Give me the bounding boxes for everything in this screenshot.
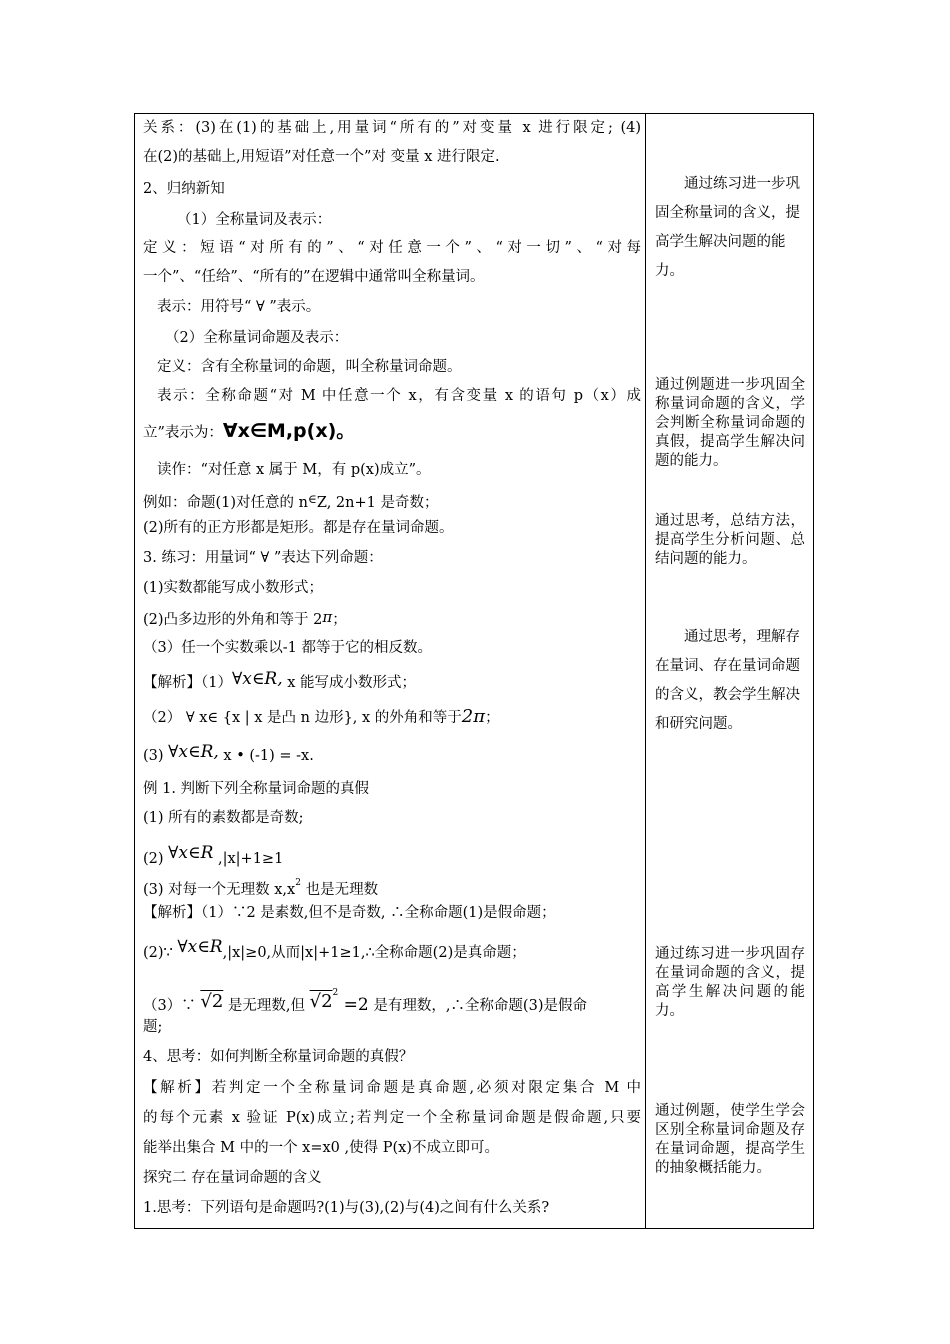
text-line [143, 669, 416, 693]
math-symbol: ∈ [308, 492, 317, 506]
math-formula: ∀x∈R [168, 843, 214, 863]
text-line: 题; [143, 1019, 163, 1035]
section-heading: 4、思考：如何判断全称量词命题的真假？ [143, 1049, 414, 1065]
text-fragment: Z, 2n+1 是奇数； [316, 495, 439, 511]
subsection-heading: （1）全称量词及表示： [177, 212, 332, 228]
math-symbol: π [322, 608, 333, 626]
math-formula: ∀x∈R, [168, 742, 219, 762]
teaching-note: 通过练习进一步巩固全称量词的含义，提高学生解决问题的能力。 [655, 176, 800, 279]
text-fragment: ； [332, 612, 347, 628]
text-line [143, 707, 500, 728]
teaching-note: 通过思考，理解存在量词、存在量词命题的含义，教会学生解决和研究问题。 [655, 629, 800, 732]
text-line [143, 843, 283, 869]
math-formula: √2 [200, 991, 224, 1012]
text-line: 读作：“对任意 x 属于 M，有 p(x)成立”。 [157, 462, 431, 478]
superscript: 2 [295, 878, 301, 888]
text-fragment: (3) 对每一个无理数 x,x [143, 882, 296, 898]
math-formula: √2 [309, 991, 333, 1012]
text-line [143, 742, 314, 766]
text-line: 一个”、“任给”、“所有的”在逻辑中通常叫全称量词。 [143, 269, 485, 285]
section-heading: 2、归纳新知 [143, 181, 225, 197]
text-line: 【解析】若判定一个全称量词命题是真命题,必须对限定集合 M 中 [143, 1080, 641, 1096]
column-divider [645, 114, 646, 1228]
text-fragment: 也是无理数 [300, 882, 379, 898]
math-formula: 2π [461, 706, 486, 727]
text-line: 的每个元素 x 验证 P(x)成立;若判定一个全称量词命题是假命题,只要 [143, 1110, 641, 1126]
text-line: 能举出集合 M 中的一个 x=x0 ,使得 P(x)不成立即可。 [143, 1140, 499, 1156]
text-line: 3. 练习：用量词“ ∀ ”表达下列命题： [143, 550, 383, 566]
math-formula: =2 [338, 995, 369, 1015]
text-line [143, 607, 347, 630]
text-line: 在(2)的基础上,用短语”对任意一个”对 变量 x 进行限定. [143, 149, 500, 165]
math-formula: ∀x∈R, [231, 669, 283, 689]
text-fragment: (2) [143, 851, 169, 867]
text-fragment: (2)∵ [143, 945, 178, 961]
text-line: 关系：(3)在(1)的基础上,用量词“所有的”对变量 x 进行限定; (4) [143, 120, 641, 136]
text-fragment: 【解析】（1） [143, 675, 232, 691]
text-line: 1.思考：下列语句是命题吗?(1)与(3),(2)与(4)之间有什么关系? [143, 1200, 550, 1216]
text-fragment: （2） ∀ x∈ {x | x 是凸 n 边形}, x 的外角和等于 [143, 710, 462, 726]
text-fragment: 例如：命题(1)对任意的 n [143, 495, 308, 511]
lesson-table [134, 113, 814, 1229]
text-line: 定义：含有全称量词的命题，叫全称量词命题。 [157, 359, 462, 375]
superscript: 2 [332, 988, 339, 998]
text-fragment: x 能写成小数形式； [282, 675, 417, 691]
text-fragment: ,|x|≥0,从而|x|+1≥1,∴全称命题(2)是真命题； [222, 945, 526, 961]
text-line [143, 983, 587, 1016]
teaching-note: 通过思考，总结方法，提高学生分析问题、总结问题的能力。 [655, 513, 805, 567]
text-fragment: (3) [143, 748, 169, 764]
text-fragment: ,|x|+1≥1 [213, 851, 284, 867]
text-line: 【解析】（1）∵2 是素数,但不是奇数, ∴全称命题(1)是假命题； [143, 905, 556, 921]
section-heading: 探究二 存在量词命题的含义 [143, 1170, 322, 1186]
subsection-heading: （2）全称量词命题及表示： [165, 330, 349, 346]
text-line: （3）任一个实数乘以-1 都等于它的相反数。 [143, 640, 432, 656]
text-line: (1)实数都能写成小数形式； [143, 580, 324, 596]
example-heading: 例 1. 判断下列全称量词命题的真假 [143, 781, 370, 797]
text-line: 表示：用符号“ ∀ ”表示。 [157, 299, 321, 315]
text-fragment: 是有理数，,∴全称命题(3)是假命 [368, 998, 587, 1014]
teaching-note: 通过例题，使学生学会区别全称量词命题及存在量词命题，提高学生的抽象概括能力。 [655, 1103, 805, 1176]
text-line: 表示：全称命题“对 M 中任意一个 x，有含变量 x 的语句 p（x）成 [157, 388, 641, 404]
text-line [143, 937, 526, 963]
text-line: (2)所有的正方形都是矩形。都是存在量词命题。 [143, 520, 454, 536]
text-fragment: (2)凸多边形的外角和等于 2 [143, 612, 323, 628]
text-fragment: x • (-1) = -x. [218, 748, 314, 764]
text-line: (1) 所有的素数都是奇数; [143, 810, 304, 826]
text-line: 定义：短语“对所有的”、“对任意一个”、“对一切”、“对每 [143, 240, 641, 256]
text-fragment: 是无理数,但 [223, 998, 310, 1014]
text-line [143, 873, 378, 900]
teaching-note: 通过练习进一步巩固存在量词命题的含义，提高学生解决问题的能力。 [655, 946, 805, 1019]
text-fragment: 立”表示为： [143, 425, 223, 441]
text-fragment: （3）∵ [143, 998, 201, 1014]
math-formula: ∀x∈M,p(x)。 [222, 420, 356, 442]
text-line [143, 421, 355, 443]
text-line [143, 489, 438, 513]
text-fragment: ； [485, 710, 500, 726]
math-formula: ∀x∈R [177, 937, 223, 957]
teaching-note: 通过例题进一步巩固全称量词命题的含义，学会判断全称量词命题的真假，提高学生解决问题的能力。 [655, 377, 805, 469]
